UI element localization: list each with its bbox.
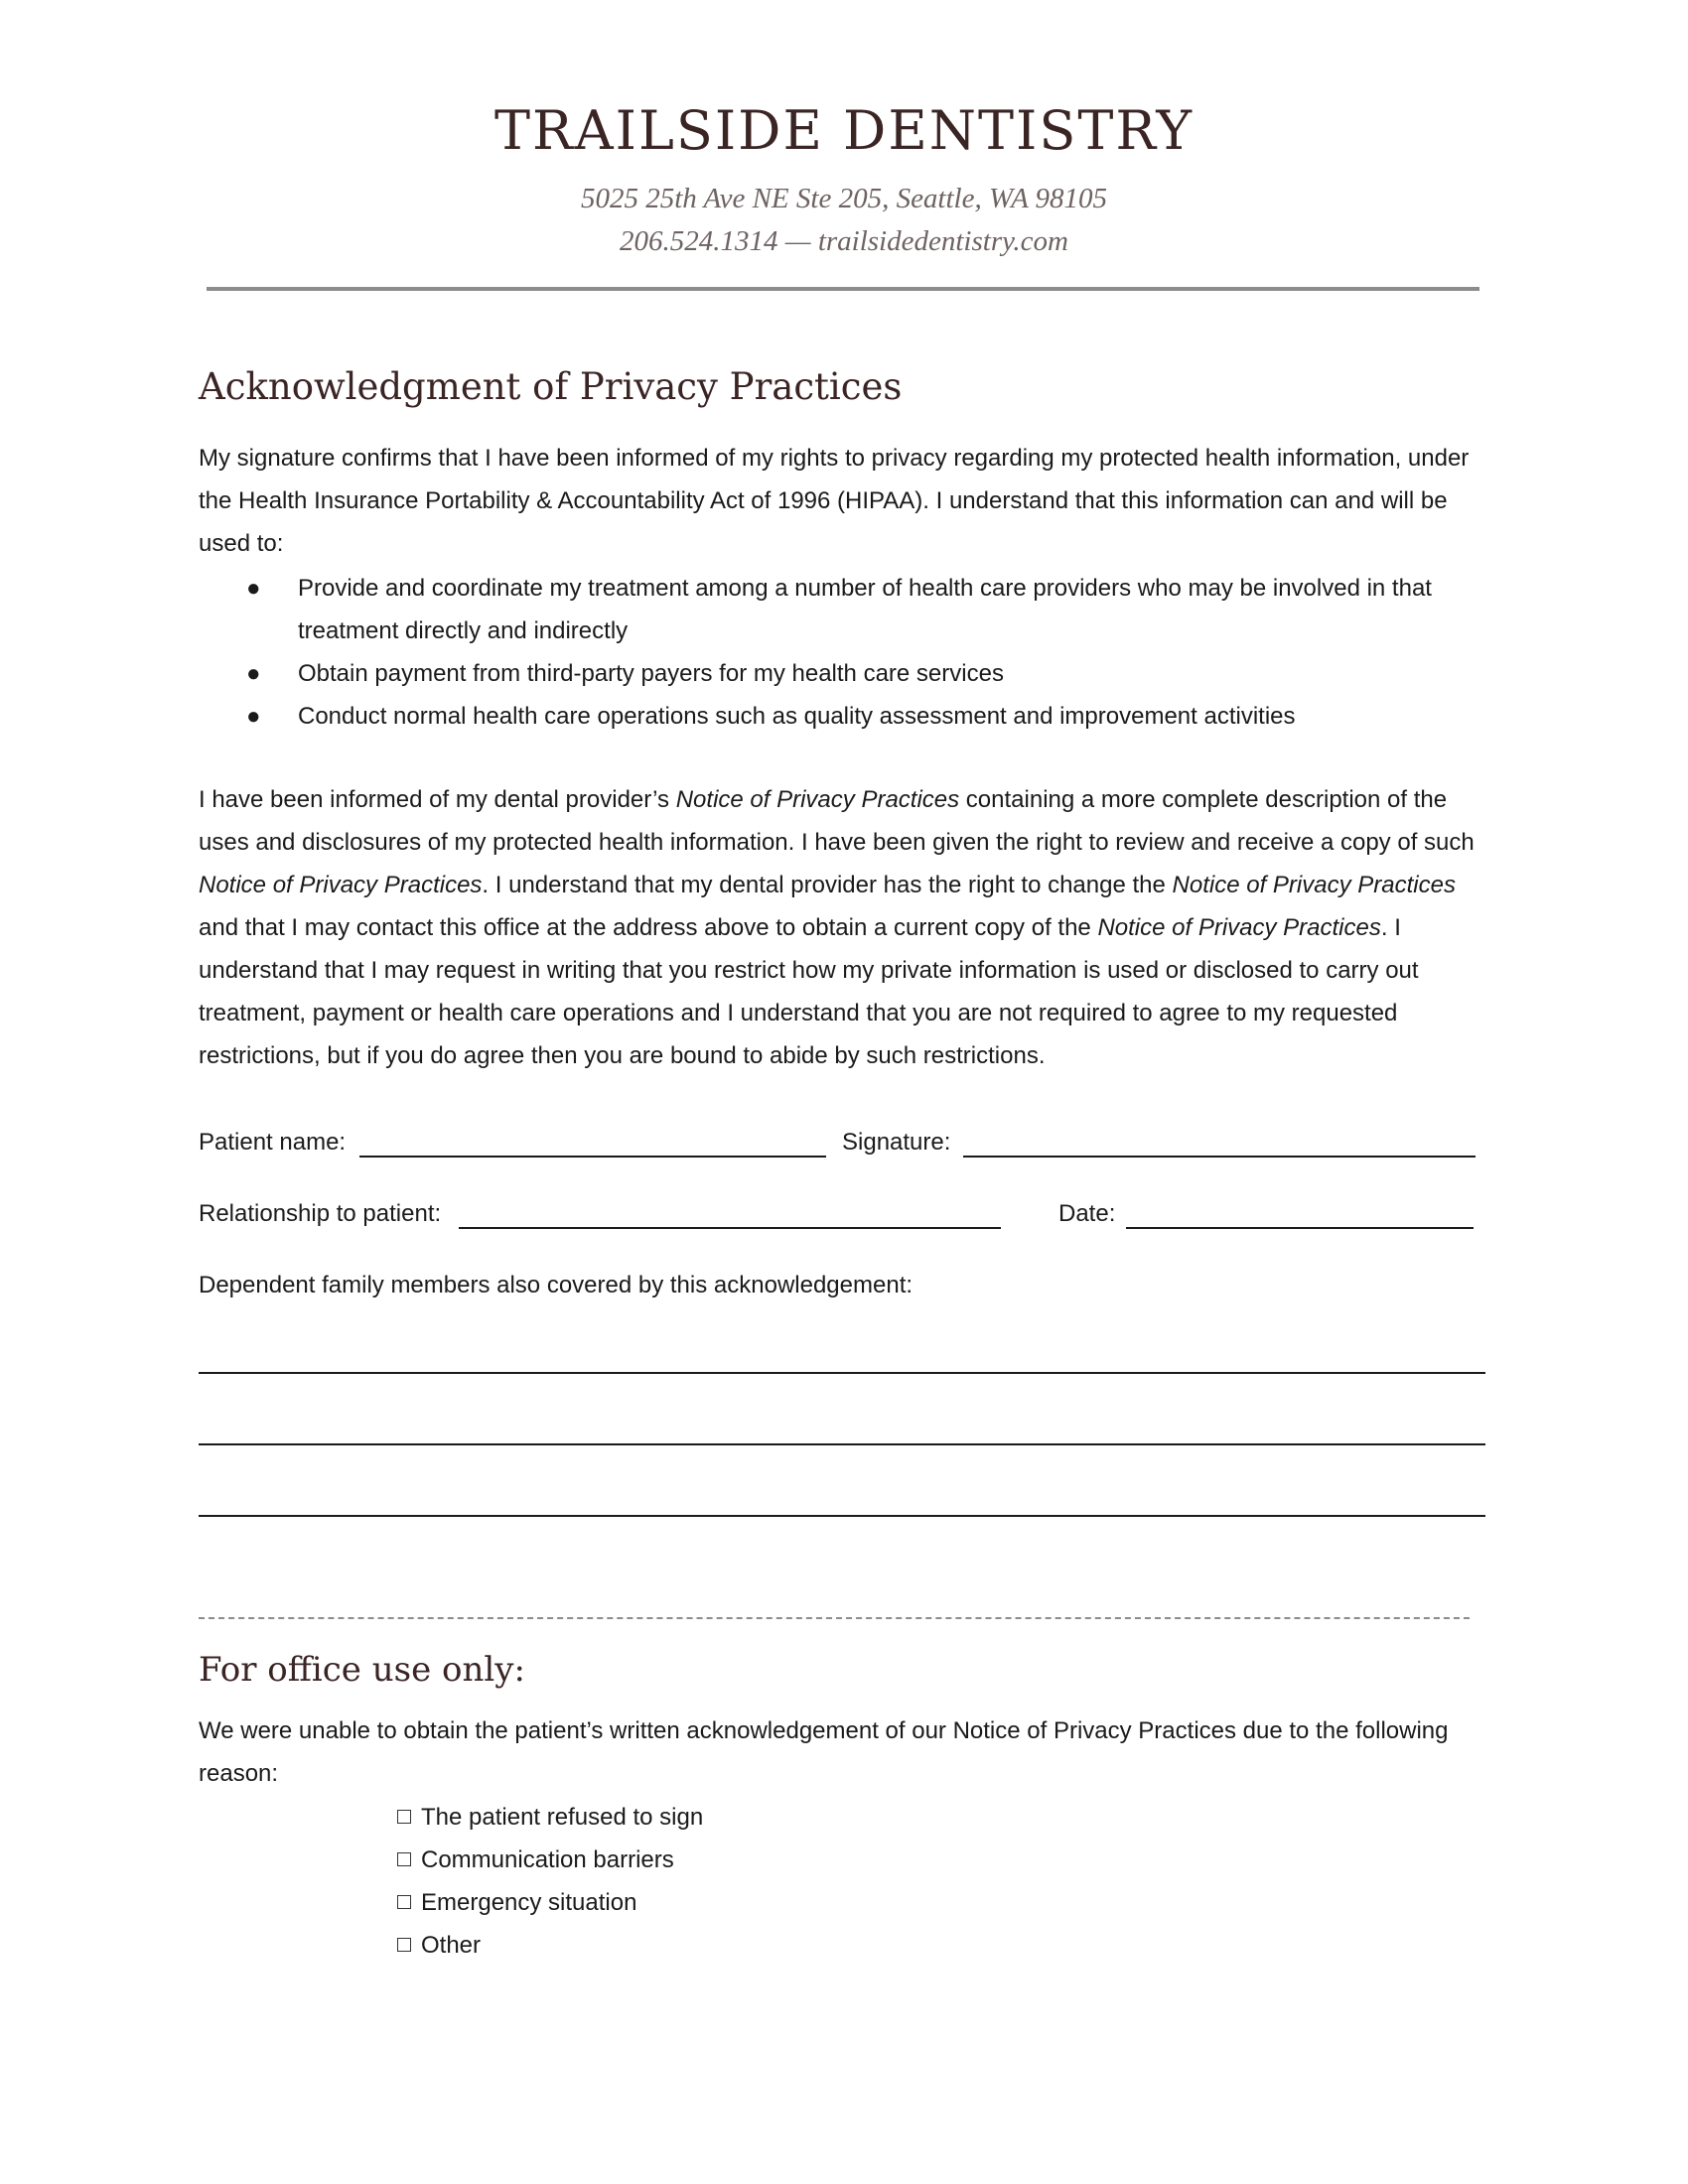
- patient-name-field[interactable]: [359, 1156, 826, 1158]
- office-use-divider: [199, 1617, 1470, 1619]
- checkbox-icon[interactable]: [397, 1938, 411, 1952]
- list-item: ● Obtain payment from third-party payers for my health care services: [246, 660, 1004, 687]
- list-item-text: Provide and coordinate my treatment among a number of health care providers who may be involved in that treatment directly and indirectly: [298, 575, 1432, 644]
- reason-option[interactable]: [397, 1888, 636, 1918]
- notice-title-ref: Notice of Privacy Practices: [1172, 872, 1456, 898]
- section-title-acknowledgment: Acknowledgment of Privacy Practices: [199, 365, 903, 408]
- reason-option[interactable]: [397, 1931, 481, 1961]
- notice-title-ref: Notice of Privacy Practices: [1097, 914, 1381, 941]
- list-item: ● Conduct normal health care operations such as quality assessment and improvement activities: [246, 703, 1296, 730]
- list-item: ● Provide and coordinate my treatment among a number of health care providers who may be involved in that treatment directly and indirectly: [246, 575, 1432, 644]
- notice-title-ref: Notice of Privacy Practices: [675, 786, 960, 813]
- signature-label: Signature:: [842, 1129, 951, 1156]
- practice-contact: 206.524.1314 — trailsidedentistry.com: [620, 225, 1068, 257]
- practice-address: 5025 25th Ave NE Ste 205, Seattle, WA 98105: [580, 183, 1108, 214]
- dependents-field-line[interactable]: [199, 1372, 1485, 1374]
- patient-name-label: Patient name:: [199, 1129, 347, 1156]
- reason-label: Emergency situation: [421, 1889, 637, 1916]
- section-title-office-use: For office use only:: [199, 1650, 525, 1690]
- dependents-field-line[interactable]: [199, 1515, 1485, 1517]
- checkbox-icon[interactable]: [397, 1895, 411, 1909]
- office-statement: We were unable to obtain the patient’s written acknowledgement of our Notice of Privacy Practices due to the following reason:: [199, 1717, 1449, 1787]
- dependents-label: Dependent family members also covered by this acknowledgement:: [199, 1272, 914, 1298]
- header-divider: [207, 287, 1479, 291]
- intro-paragraph: My signature confirms that I have been informed of my rights to privacy regarding my protected health information, under the Health Insurance Portability & Accountability Act of 1996 (HIPAA). I understand that this information can and will be used to:: [199, 445, 1470, 557]
- usage-list: [199, 567, 1489, 738]
- relationship-label: Relationship to patient:: [199, 1200, 442, 1227]
- notice-title-ref: Notice of Privacy Practices: [199, 872, 483, 898]
- date-label: Date:: [1058, 1200, 1116, 1227]
- dependents-field-line[interactable]: [199, 1443, 1485, 1445]
- checkbox-icon[interactable]: [397, 1810, 411, 1824]
- list-item-text: Conduct normal health care operations such as quality assessment and improvement activities: [298, 703, 1296, 730]
- notice-paragraph: I have been informed of my dental provider’s Notice of Privacy Practices containing a more complete description of the uses and disclosures of my protected health information. I have been given the right to review and receive a copy of such Notice of Privacy Practices. I understand that my dental provider has the right to change the Notice of Privacy Practices and that I may contact this office at the address above to obtain a current copy of the Notice of Privacy Practices. I understand that I may request in writing that you restrict how my private information is used or disclosed to carry out treatment, payment or health care operations and I understand that you are not required to agree to my requested restrictions, but if you do agree then you are bound to abide by such restrictions.: [199, 786, 1475, 1069]
- reason-option[interactable]: [397, 1803, 703, 1833]
- signature-field[interactable]: [963, 1156, 1476, 1158]
- date-field[interactable]: [1126, 1227, 1474, 1229]
- checkbox-icon[interactable]: [397, 1852, 411, 1866]
- reason-label: Other: [421, 1932, 482, 1959]
- reason-label: Communication barriers: [421, 1846, 674, 1873]
- practice-name: TRAILSIDE DENTISTRY: [493, 99, 1195, 162]
- reason-option[interactable]: [397, 1845, 674, 1875]
- list-item-text: Obtain payment from third-party payers for my health care services: [298, 660, 1004, 687]
- relationship-field[interactable]: [459, 1227, 1001, 1229]
- reason-label: The patient refused to sign: [421, 1804, 704, 1831]
